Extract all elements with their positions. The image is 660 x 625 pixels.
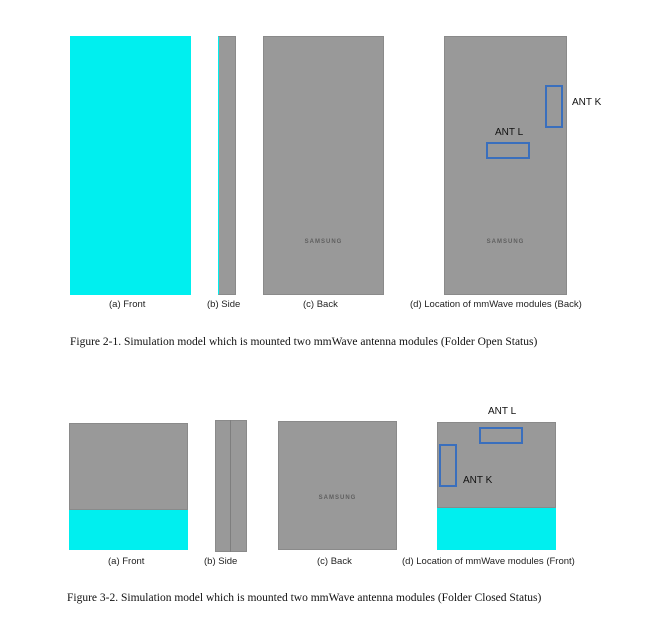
front-view-closed-screen [69,510,188,550]
side-view-closed-seam [230,420,231,552]
antenna-k-box-closed [439,444,457,487]
label-side-closed: (b) Side [204,556,238,567]
front-view-open [70,36,191,295]
label-location-open: (d) Location of mmWave modules (Back) [410,299,582,310]
samsung-logo-back-open: SAMSUNG [304,239,343,245]
label-front-open: (a) Front [109,299,146,310]
antenna-l-box-open [486,142,530,159]
back-view-closed [278,421,397,550]
front-view-closed-top [69,423,188,510]
samsung-logo-location-open: SAMSUNG [486,239,525,245]
antenna-l-box-closed [479,427,523,444]
antenna-k-label-closed: ANT K [463,475,493,486]
label-back-open: (c) Back [303,299,338,310]
antenna-k-box-open [545,85,563,128]
side-view-open [218,36,236,295]
label-back-closed: (c) Back [317,556,352,567]
caption-figure-2-1: Figure 2-1. Simulation model which is mounted two mmWave antenna modules (Folder Open Status) [70,336,538,348]
caption-figure-3-2: Figure 3-2. Simulation model which is mounted two mmWave antenna modules (Folder Closed Status) [67,592,542,604]
location-view-open [444,36,567,295]
label-location-closed: (d) Location of mmWave modules (Front) [402,556,575,567]
antenna-l-label-closed: ANT L [488,406,517,417]
location-view-closed-screen [437,508,556,550]
side-view-closed [215,420,247,552]
antenna-l-label-open: ANT L [495,127,524,138]
samsung-logo-back-closed: SAMSUNG [318,495,357,501]
label-side-open: (b) Side [207,299,241,310]
back-view-open [263,36,384,295]
antenna-k-label-open: ANT K [572,97,602,108]
label-front-closed: (a) Front [108,556,145,567]
